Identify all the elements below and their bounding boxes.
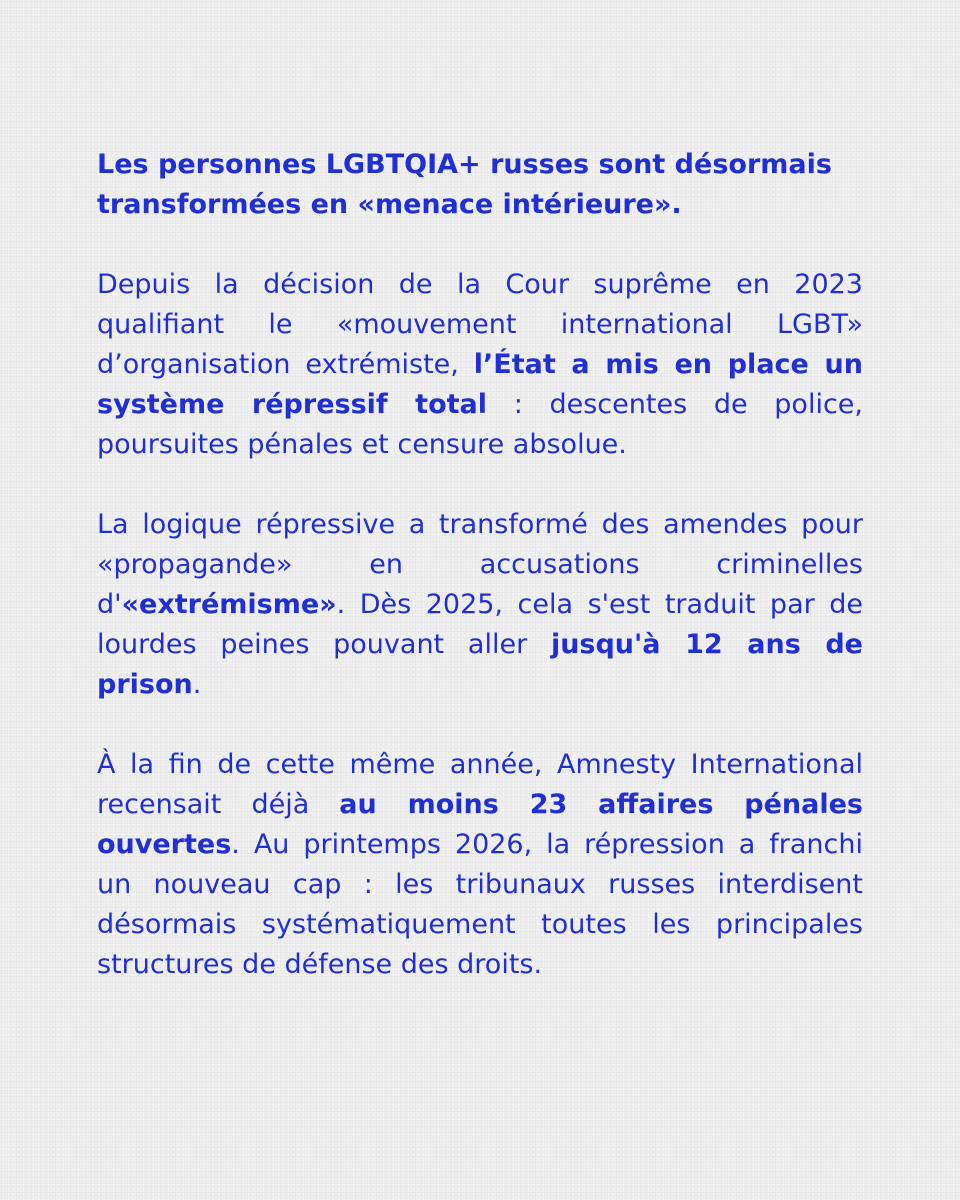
emphasis-text: jusqu'à 12 ans de prison — [97, 629, 863, 700]
paragraph-text: . Au printemps 2026, la répression a franchi un nouveau cap : les tribunaux russes interdisent désormais systématiquement toutes les principales structures de défense des droits. — [97, 829, 863, 980]
article-body — [97, 145, 863, 985]
paragraph-text: Depuis la décision de la Cour suprême en 2023 qualifiant le «mouvement international LGBT» d’organisation extrémiste, — [97, 269, 863, 380]
lead-heading: Les personnes LGBTQIA+ russes sont désormais transformées en «menace intérieure». — [97, 149, 832, 220]
paragraph-supreme-court — [97, 265, 863, 465]
paragraph-text: À la fin de cette même année, Amnesty International recensait déjà — [97, 749, 863, 820]
paragraph-text: . Dès 2025, cela s'est traduit par de lourdes peines pouvant aller — [97, 589, 863, 660]
paragraph-text: . — [192, 669, 202, 700]
emphasis-text: «extrémisme» — [121, 589, 337, 620]
paragraph-text: : descentes de police, poursuites pénales et censure absolue. — [97, 389, 863, 460]
emphasis-text: au moins 23 affaires pénales ouvertes — [97, 789, 863, 860]
paragraph-repression-logic — [97, 505, 863, 705]
emphasis-text: l’État a mis en place un système répressif total — [97, 349, 863, 420]
paragraph-amnesty — [97, 745, 863, 985]
paragraph-text: La logique répressive a transformé des amendes pour «propagande» en accusations criminelles d' — [97, 509, 863, 620]
